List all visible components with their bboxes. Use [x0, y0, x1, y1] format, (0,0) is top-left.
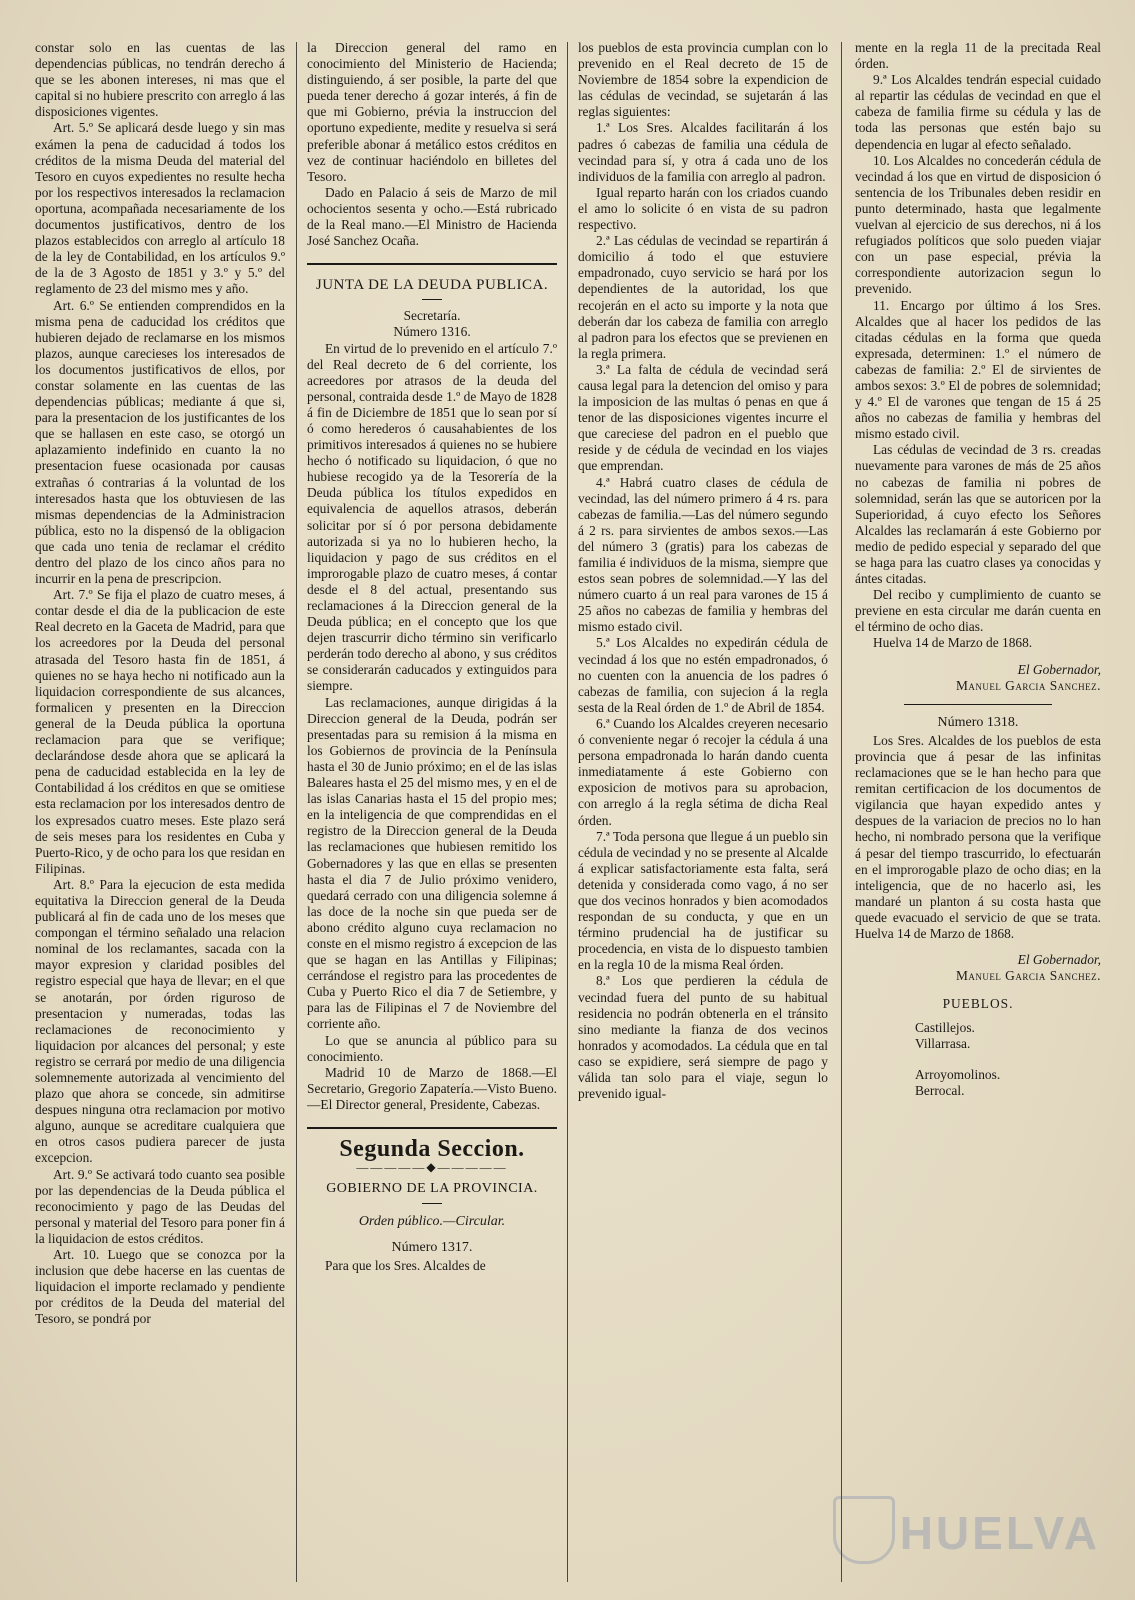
pueblos-header: PUEBLOS. [942, 996, 1014, 1012]
paragraph: Las cédulas de vecindad de 3 rs. creadas nuevamente para varones de más de 25 años no cabezas de familia ni pobres de solemnidad, serán las que se autoricen por la Superioridad, á cuyo efecto los Señores Alcaldes las reclamarán á este Gobierno por medio de pedido especial y separado del que se haga para las cuatro clases ya conocidas y ántes citadas. [855, 442, 1101, 587]
divider [422, 1203, 442, 1204]
paragraph: Para que los Sres. Alcaldes de [325, 1258, 486, 1274]
paragraph: constar solo en las cuentas de las dependencias públicas, no tendrán derecho á que se les abonen intereses, ni mas que el capital si no hubiere prescrito con arreglo á las disposiciones vigentes. [35, 40, 285, 120]
paragraph: mente en la regla 11 de la precitada Real órden. [855, 40, 1101, 72]
numero-1318: Número 1318. [937, 714, 1019, 730]
date-line: Huelva 14 de Marzo de 1868. [873, 635, 1033, 651]
paragraph: En virtud de lo prevenido en el artículo 7.º del Real decreto de 6 del corriente, los acreedores por atrasos de la deuda del personal, contraida desde 1.º de Mayo de 1828 á fin de Diciembre de 1851 que lo sean por sí ó como herederos ó causahabientes de los primitivos interesados á quienes no se hubiere hecho ó notificado su liquidacion, ó que no hubiese recogido ya de la Tesorería de la Deuda pública los títulos expedidos en equivalencia de aquellos atrasos, deberán solicitar por sí ó por persona debidamente autorizada si ya no lo hubieren hecho, la liquidacion y pago de sus créditos en el improrogable plazo de cuatro meses, á contar desde el 8 del actual, presentando sus reclamaciones á la Direccion general de la Deuda pública; en el concepto que los que dejen trascurrir dicho término sin verificarlo perderán todo derecho al abono, y sus créditos se considerarán caducados y extinguidos para siempre. [307, 340, 557, 694]
article-5: Art. 5.º Se aplicará desde luego y sin mas exámen la pena de caducidad á todos los créditos de la misma Deuda del material del Tesoro en cuyos expedientes no resulte hecha por los respectivos interesados la reclamacion oportuna, acompañada necesariamente de los documentos justificativos, dentro de los plazos establecidos con arreglo al artículo 18 de la ley de Contabilidad, en los artículos 9.º de la de 3 Agosto de 1851 y 3.º y 5.º del reglamento de 23 del mismo mes y año. [35, 120, 285, 297]
paragraph: los pueblos de esta provincia cumplan con lo prevenido en el Real decreto de 15 de Noviembre de 1854 sobre la expendicion de las cédulas de vecindad, se sujetarán á las reglas siguientes: [578, 40, 828, 120]
junta-header: JUNTA DE LA DEUDA PUBLICA. [315, 277, 549, 294]
regla-2: 2.ª Las cédulas de vecindad se repartirán á domicilio á todo el que estuviere empadronado, cuyo servicio se hará por los dependientes de la autoridad, los que recojerán en el acto su importe y la nota que deberán dar los cabeza de familia con arreglo al padron para los efectos que se previenen en la regla primera. [578, 233, 828, 361]
column-3 [578, 40, 828, 1580]
ornament: —————◆————— [356, 1160, 508, 1175]
regla-7: 7.ª Toda persona que llegue á un pueblo sin cédula de vecindad y no se presente al Alcalde á explicar satisfactoriamente esta falta, será detenida y considerada como vago, á no ser que dos vecinos honrados y bien acomodados respondan de su conducta, y que en un término prudencial ha de justificar su procedencia, en vista de lo dispuesto tambien en la regla 10 de la misma Real órden. [578, 828, 828, 973]
section-rule [307, 1127, 557, 1129]
paragraph: Dado en Palacio á seis de Marzo de mil ochocientos sesenta y ocho.—Está rubricado de la Real mano.—El Ministro de Hacienda José Sanchez Ocaña. [307, 184, 557, 249]
regla-10: 10. Los Alcaldes no concederán cédula de vecindad á los que en virtud de disposicion ó sentencia de los Tribunales deben residir en punto determinado, hasta que legalmente vuelvan al ejercicio de sus derechos, ni á los refugiados políticos que solo pueden viajar con un pase especial, prévia la correspondiente autorizacion segun lo prevenido. [855, 152, 1101, 297]
divider [422, 299, 442, 300]
pueblo-item: Castillejos. [915, 1020, 975, 1036]
numero-1317: Número 1317. [391, 1240, 473, 1256]
pueblo-item: Berrocal. [915, 1082, 965, 1098]
regla-4: 4.ª Habrá cuatro clases de cédula de vecindad, las del número primero á 4 rs. para cabezas de familia.—Las del número segundo á 2 rs. para sirvientes de ambos sexos.—Las del número 3 (gratis) para los cabezas de familia é individuos de la misma, siempre que estos sean pobres de solemnidad.—Y las del número cuarto á un real para varones de 15 á 25 años no cabezas de familia y hembras del mismo estado civil. [578, 474, 828, 635]
column-1 [35, 40, 285, 1580]
signature-name: Manuel Garcia Sanchez. [955, 677, 1101, 693]
regla-3: 3.ª La falta de cédula de vecindad será causa legal para la detencion del omiso y para la imposicion de las multas ó penas en que á tenor de las disposiciones vigentes incurre el que careciese del padron en el pueblo que reside y de cédula de vecindad en los viajes que emprendan. [578, 361, 828, 474]
column-rule [841, 42, 842, 1582]
paragraph: Las reclamaciones, aunque dirigidas á la Direccion general de la Deuda, podrán ser presentadas para su remision á la misma en los Gobiernos de provincia de la Península hasta el 30 de Junio próximo; en el de las islas Baleares hasta el 25 del mismo mes, y en el de las islas Canarias hasta el 15 del propio mes; en la inteligencia de que comprendidas en el registro de la Direccion general de la Deuda las reclamaciones que hubiesen remitido los Gobernadores y las que en ellas se presenten hasta el dia 7 de Julio próximo venidero, quedará cerrado con una diligencia solemne á las doce de la noche sin que pueda ser de abono crédito alguno cuya reclamacion no conste en el mismo registro á excepcion de las que se hagan en las Antillas y Filipinas; cerrándose el registro para las procedentes de Cuba y Puerto Rico el dia 7 de Setiembre, y para las de Filipinas el 7 de Noviembre del corriente año. [307, 694, 557, 1032]
paragraph: Madrid 10 de Marzo de 1868.—El Secretario, Gregorio Zapatería.—Visto Bueno.—El Director general, Presidente, Cabezas. [307, 1064, 557, 1112]
signature-title: El Gobernador, [1017, 952, 1101, 968]
paragraph: Igual reparto harán con los criados cuando el amo lo solicite ó en vista de su padron respectivo. [578, 184, 828, 233]
column-rule [296, 42, 297, 1582]
article-6: Art. 6.º Se entienden comprendidos en la misma pena de caducidad los créditos que hubieren dejado de reclamarse en los mismos plazos, aunque carecieses los interesados de los documentos justificativos de ellos, por constar solamente en las cuentas de las dependencias públicas; mediante á que si, para la presentacion de los justificantes de los que se hallasen en este caso, se otorgó un aplazamiento indefinido en cuanto la no presentacion fuese ocasionada por causas extrañas ó contrarias á la voluntad de los interesados hasta que los obtuviesen de las mismas dependencias de la Administracion pública, esto no la dispensó de la obligacion que cada uno tenia de reclamar el crédito dentro del plazo de los cinco años para no incurrir en la pena de prescripcion. [35, 297, 285, 587]
signature-title: El Gobernador, [1017, 661, 1101, 677]
paragraph: Los Sres. Alcaldes de los pueblos de esta provincia que á pesar de las infinitas reclamaciones que se le han hecho para que remitan certificacion de los documentos de vigilancia que hayan expedido antes y despues de la variacion de precios no lo han hecho, ni nombrado persona que la verifique á pesar del tiempo trascurrido, lo efectuarán en el improrogable plazo de ocho dias; en la inteligencia, que de no hacerlo asi, les mandaré un planton á su costa hasta que quede evacuado el servicio de que se trata. Huelva 14 de Marzo de 1868. [855, 732, 1101, 941]
article-10: Art. 10. Luego que se conozca por la inclusion que debe hacerse en las cuentas de liquidacion el importe reclamado y pendiente por créditos de la Deuda del material del Tesoro, se pondrá por [35, 1247, 285, 1327]
article-9: Art. 9.º Se activará todo cuanto sea posible por las dependencias de la Deuda pública el reconocimiento y pago de las Deudas del personal y material del Tesoro para poner fin á la liquidacion de estos créditos. [35, 1166, 285, 1246]
column-2 [307, 40, 557, 1580]
section-title: Segunda Seccion. [339, 1136, 525, 1162]
paragraph: Del recibo y cumplimiento de cuanto se previene en esta circular me darán cuenta en el término de ocho dias. [855, 587, 1101, 635]
regla-11: 11. Encargo por último á los Sres. Alcaldes que al hacer los pedidos de las citadas cédulas en la forma que queda expresada, determinen: 1.º el número de cabezas de familia: 2.º El de sirvientes de ambos sexos: 3.º El de pobres de solemnidad; y 4.º El de varones que tengan de 15 á 25 años no cabezas de familia y hembras del mismo estado civil. [855, 297, 1101, 442]
signature-name: Manuel Garcia Sanchez. [955, 968, 1101, 984]
article-8: Art. 8.º Para la ejecucion de esta medida equitativa la Direccion general de la Deuda publicará al fin de cada uno de los meses que compongan el término señalado una relacion nominal de los reclamantes, sacada con la mayor expresion y claridad posibles del registro especial que haya de llevar; en el que se anotarán, por órden riguroso de presentacion y numeradas, todas las reclamaciones de reconocimiento y liquidacion por alcances del personal; y este registro se cerrará por medio de una diligencia solemnemente autorizada al vencimiento del plazo que ahora se concede, sin admitirse despues ninguna otra reclamacion por motivo alguno, aunque se acreditare cualquiera que en otros casos pudiera parecer de justa excepcion. [35, 876, 285, 1166]
paragraph: la Direccion general del ramo en conocimiento del Ministerio de Hacienda; distinguiendo, á ser posible, la parte del que pueda tener derecho á gozar interés, á fin de que mi Gobierno, prévia la instruccion del oportuno expediente, medite y resuelva si será preferible abonar á metálico estos créditos en vez de continuar haciéndolo en billetes del Tesoro. [307, 40, 557, 184]
paragraph: Lo que se anuncia al público para su conocimiento. [307, 1032, 557, 1064]
pueblo-item: Villarrasa. [915, 1036, 971, 1052]
regla-9: 9.ª Los Alcaldes tendrán especial cuidado al repartir las cédulas de vecindad en que el cabeza de familia firme su cédula y las de toda las personas que estén bajo su dependencia en lugar al efecto señalado. [855, 72, 1101, 152]
regla-8: 8.ª Los que perdieren la cédula de vecindad fuera del punto de su habitual residencia no podrán obtenerla en el tránsito sino mediante la fianza de dos vecinos honrados y acomodados. La cédula que en tal caso se expidiere, será siempre de pago y válida tan solo para el viaje, segun lo prevenido igual- [578, 973, 828, 1102]
regla-1: 1.ª Los Sres. Alcaldes facilitarán á los padres ó cabezas de familia una cédula de vecindad para sí, y otra á cada uno de los individuos de la familia con arreglo al padron. [578, 120, 828, 184]
numero-1316: Número 1316. [393, 324, 471, 340]
pueblo-item: Arroyomolinos. [915, 1066, 1001, 1082]
column-rule [567, 42, 568, 1582]
article-7: Art. 7.º Se fija el plazo de cuatro meses, á contar desde el dia de la publicacion de este Real decreto en la Gaceta de Madrid, para que los acreedores por la Deuda del personal atrasada del Tesoro hasta fin de 1851, á quienes no se haya hecho ni notificado aun la liquidacion correspondiente de sus alcances, formalicen y presenten en la Direccion general de la Deuda pública la oportuna reclamacion para que se verifique; declarándose desde ahora que se aplicará la pena de caducidad establecida en la ley de Contabilidad á los créditos en que se omitiese esta reclamacion por los interesados dentro de los expresados cuatro meses. Este plazo será de seis meses para los residentes en Cuba y Puerto-Rico, y de ocho para los que residan en Filipinas. [35, 587, 285, 876]
secretaria-label: Secretaría. [403, 308, 461, 324]
divider [904, 704, 1052, 705]
column-4 [855, 40, 1101, 1580]
orden-publico: Orden público.—Circular. [358, 1214, 506, 1230]
watermark: HUELVA [899, 1507, 1100, 1559]
section-rule [307, 263, 557, 265]
gobierno-header: GOBIERNO DE LA PROVINCIA. [326, 1181, 538, 1197]
regla-6: 6.ª Cuando los Alcaldes creyeren necesario ó conveniente negar ó recojer la cédula á una persona empadronada lo harán dando cuenta inmediatamente á este Gobierno con exposicion de motivos para su aprobacion, con arreglo á la regla sétima de dicha Real órden. [578, 715, 828, 828]
watermark-shield-icon [833, 1496, 895, 1564]
regla-5: 5.ª Los Alcaldes no expedirán cédula de vecindad á los que no estén empadronados, ó no cuenten con la anuencia de los padres ó cabezas de familia, con sujecion á la regla sesta de la Real órden de 1.º de Abril de 1854. [578, 635, 828, 715]
